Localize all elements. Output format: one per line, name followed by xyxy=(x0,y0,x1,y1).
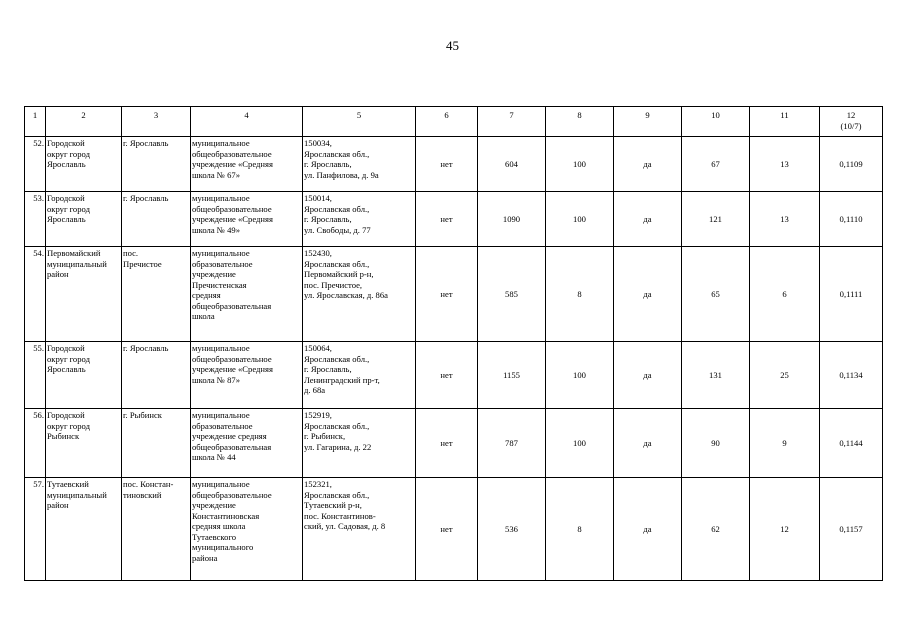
col9-cell: да xyxy=(614,192,682,247)
col8-cell: 100 xyxy=(546,342,614,409)
row-number: 55. xyxy=(25,342,46,409)
col7-cell: 1155 xyxy=(478,342,546,409)
col8-cell: 100 xyxy=(546,192,614,247)
locality-cell: г. Ярославль xyxy=(122,342,191,409)
address-cell: 152430, Ярославская обл., Первомайский р-н, пос. Пречистое, ул. Ярославская, д. 86а xyxy=(303,247,416,342)
col10-cell: 90 xyxy=(682,409,750,478)
institution-cell: муниципальное образовательное учреждение средняя общеобразовательная школа № 44 xyxy=(191,409,303,478)
col10-cell: 62 xyxy=(682,478,750,581)
col12-cell: 0,1110 xyxy=(820,192,883,247)
row-number: 57. xyxy=(25,478,46,581)
address-cell: 152919, Ярославская обл., г. Рыбинск, ул. Гагарина, д. 22 xyxy=(303,409,416,478)
col6-cell: нет xyxy=(416,192,478,247)
col7-cell: 536 xyxy=(478,478,546,581)
column-header: 4 xyxy=(191,107,303,137)
col11-cell: 6 xyxy=(750,247,820,342)
col11-cell: 25 xyxy=(750,342,820,409)
column-header: 10 xyxy=(682,107,750,137)
col6-cell: нет xyxy=(416,478,478,581)
col12-cell: 0,1109 xyxy=(820,137,883,192)
column-header: 5 xyxy=(303,107,416,137)
col11-cell: 9 xyxy=(750,409,820,478)
institution-cell: муниципальное общеобразовательное учреждение «Средняя школа № 49» xyxy=(191,192,303,247)
table-row xyxy=(25,247,883,342)
table-header-row xyxy=(25,107,883,137)
col10-cell: 65 xyxy=(682,247,750,342)
district-cell: Тутаевский муниципальный район xyxy=(46,478,122,581)
column-header: 6 xyxy=(416,107,478,137)
column-header: 7 xyxy=(478,107,546,137)
column-header: 11 xyxy=(750,107,820,137)
institution-cell: муниципальное общеобразовательное учреждение «Средняя школа № 87» xyxy=(191,342,303,409)
district-cell: Городской округ город Рыбинск xyxy=(46,409,122,478)
col12-cell: 0,1157 xyxy=(820,478,883,581)
col12-cell: 0,1144 xyxy=(820,409,883,478)
locality-cell: пос. Констан- тиновский xyxy=(122,478,191,581)
district-cell: Городской округ город Ярославль xyxy=(46,192,122,247)
institution-cell: муниципальное общеобразовательное учреждение Константиновская средняя школа Тутаевского муниципального района xyxy=(191,478,303,581)
district-cell: Городской округ город Ярославль xyxy=(46,137,122,192)
col12-cell: 0,1111 xyxy=(820,247,883,342)
col7-cell: 585 xyxy=(478,247,546,342)
col11-cell: 13 xyxy=(750,192,820,247)
column-header: 9 xyxy=(614,107,682,137)
col9-cell: да xyxy=(614,409,682,478)
row-number: 52. xyxy=(25,137,46,192)
col9-cell: да xyxy=(614,137,682,192)
col12-cell: 0,1134 xyxy=(820,342,883,409)
row-number: 54. xyxy=(25,247,46,342)
institution-cell: муниципальное общеобразовательное учреждение «Средняя школа № 67» xyxy=(191,137,303,192)
col8-cell: 8 xyxy=(546,247,614,342)
district-cell: Первомайский муниципальный район xyxy=(46,247,122,342)
address-cell: 150014, Ярославская обл., г. Ярославль, ул. Свободы, д. 77 xyxy=(303,192,416,247)
column-header: 12 (10/7) xyxy=(820,107,883,137)
table-row xyxy=(25,409,883,478)
col11-cell: 13 xyxy=(750,137,820,192)
locality-cell: г. Ярославль xyxy=(122,192,191,247)
col9-cell: да xyxy=(614,342,682,409)
col6-cell: нет xyxy=(416,137,478,192)
col10-cell: 67 xyxy=(682,137,750,192)
table-row xyxy=(25,192,883,247)
locality-cell: г. Рыбинск xyxy=(122,409,191,478)
col10-cell: 121 xyxy=(682,192,750,247)
col6-cell: нет xyxy=(416,247,478,342)
address-cell: 152321, Ярославская обл., Тутаевский р-н, пос. Константинов- ский, ул. Садовая, д. 8 xyxy=(303,478,416,581)
institution-cell: муниципальное образовательное учреждение Пречистенская средняя общеобразовательная школа xyxy=(191,247,303,342)
col8-cell: 100 xyxy=(546,409,614,478)
address-cell: 150034, Ярославская обл., г. Ярославль, ул. Панфилова, д. 9а xyxy=(303,137,416,192)
column-header: 1 xyxy=(25,107,46,137)
locality-cell: пос. Пречистое xyxy=(122,247,191,342)
district-cell: Городской округ город Ярославль xyxy=(46,342,122,409)
table-row xyxy=(25,478,883,581)
col8-cell: 100 xyxy=(546,137,614,192)
column-header: 3 xyxy=(122,107,191,137)
col7-cell: 787 xyxy=(478,409,546,478)
row-number: 53. xyxy=(25,192,46,247)
col8-cell: 8 xyxy=(546,478,614,581)
col7-cell: 1090 xyxy=(478,192,546,247)
locality-cell: г. Ярославль xyxy=(122,137,191,192)
col9-cell: да xyxy=(614,247,682,342)
column-header: 2 xyxy=(46,107,122,137)
col10-cell: 131 xyxy=(682,342,750,409)
col6-cell: нет xyxy=(416,409,478,478)
col6-cell: нет xyxy=(416,342,478,409)
address-cell: 150064, Ярославская обл., г. Ярославль, Ленинградский пр-т, д. 68а xyxy=(303,342,416,409)
row-number: 56. xyxy=(25,409,46,478)
schools-table xyxy=(24,106,883,581)
table-row xyxy=(25,342,883,409)
column-header: 8 xyxy=(546,107,614,137)
col9-cell: да xyxy=(614,478,682,581)
col7-cell: 604 xyxy=(478,137,546,192)
col11-cell: 12 xyxy=(750,478,820,581)
table-row xyxy=(25,137,883,192)
page-number: 45 xyxy=(446,38,459,53)
